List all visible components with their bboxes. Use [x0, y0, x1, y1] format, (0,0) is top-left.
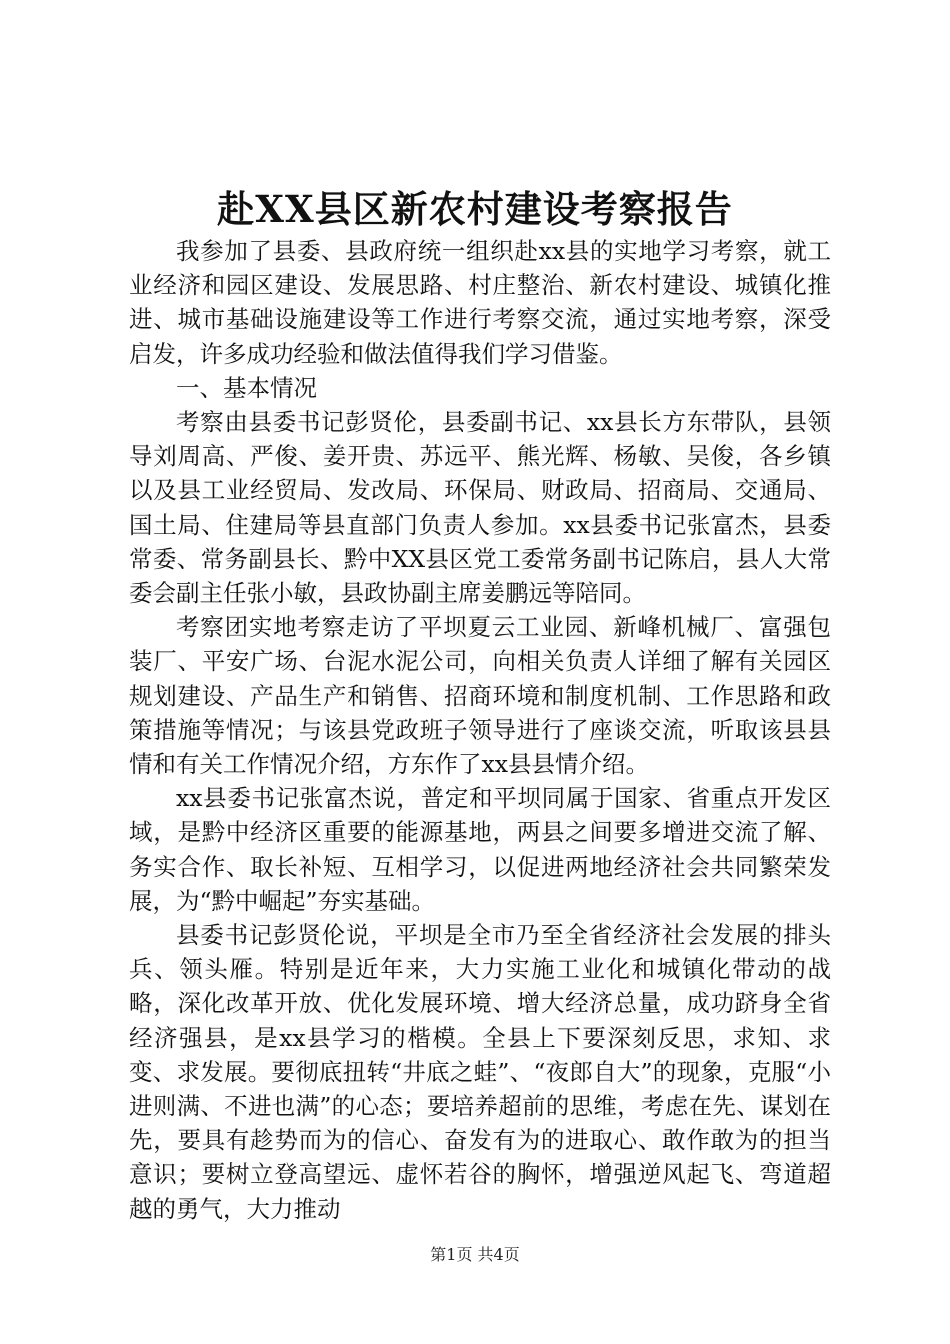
paragraph-host-remarks: xx县委书记张富杰说，普定和平坝同属于国家、省重点开发区域，是黔中经济区重要的能源基地，两县之间要多增进交流了解、务实合作、取长补短、互相学习，以促进两地经济社会共同繁荣发展，为“黔中崛起”夯实基础。 [129, 784, 831, 915]
paragraph-site-visits: 考察团实地考察走访了平坝夏云工业园、新峰机械厂、富强包装厂、平安广场、台泥水泥公司，向相关负责人详细了解有关园区规划建设、产品生产和销售、招商环境和制度机制、工作思路和政策措施等情况；与该县党政班子领导进行了座谈交流，听取该县县情和有关工作情况介绍，方东作了xx县县情介绍。 [129, 613, 831, 779]
document-title: 赴XX县区新农村建设考察报告 [217, 187, 733, 231]
section-heading-basic-situation: 一、基本情况 [176, 373, 317, 402]
paragraph-delegation: 考察由县委书记彭贤伦，县委副书记、xx县长方东带队，县领导刘周高、严俊、姜开贵、苏远平、熊光辉、杨敏、吴俊，各乡镇以及县工业经贸局、发改局、环保局、财政局、招商局、交通局、国土局、住建局等县直部门负责人参加。xx县委书记张富杰，县委常委、常务副县长、黔中XX县区党工委常务副书记陈启，县人大常委会副主任张小敏，县政协副主席姜鹏远等陪同。 [129, 408, 831, 608]
paragraph-intro: 我参加了县委、县政府统一组织赴xx县的实地学习考察，就工业经济和园区建设、发展思路、村庄整治、新农村建设、城镇化推进、城市基础设施建设等工作进行考察交流，通过实地考察，深受启发，许多成功经验和做法值得我们学习借鉴。 [129, 237, 831, 368]
paragraph-secretary-remarks: 县委书记彭贤伦说，平坝是全市乃至全省经济社会发展的排头兵、领头雁。特别是近年来，大力实施工业化和城镇化带动的战略，深化改革开放、优化发展环境、增大经济总量，成功跻身全省经济强县，是xx县学习的楷模。全县上下要深刻反思，求知、求变、求发展。要彻底扭转“井底之蛙”、“夜郎自大”的现象，克服“小进则满、不进也满”的心态；要培养超前的思维，考虑在先、谋划在先，要具有趁势而为的信心、奋发有为的进取心、敢作敢为的担当意识；要树立登高望远、虚怀若谷的胸怀，增强逆风起飞、弯道超越的勇气，大力推动 [129, 921, 831, 1223]
document-body [129, 234, 831, 1226]
page-number-footer: 第1页 共4页 [430, 1245, 520, 1264]
